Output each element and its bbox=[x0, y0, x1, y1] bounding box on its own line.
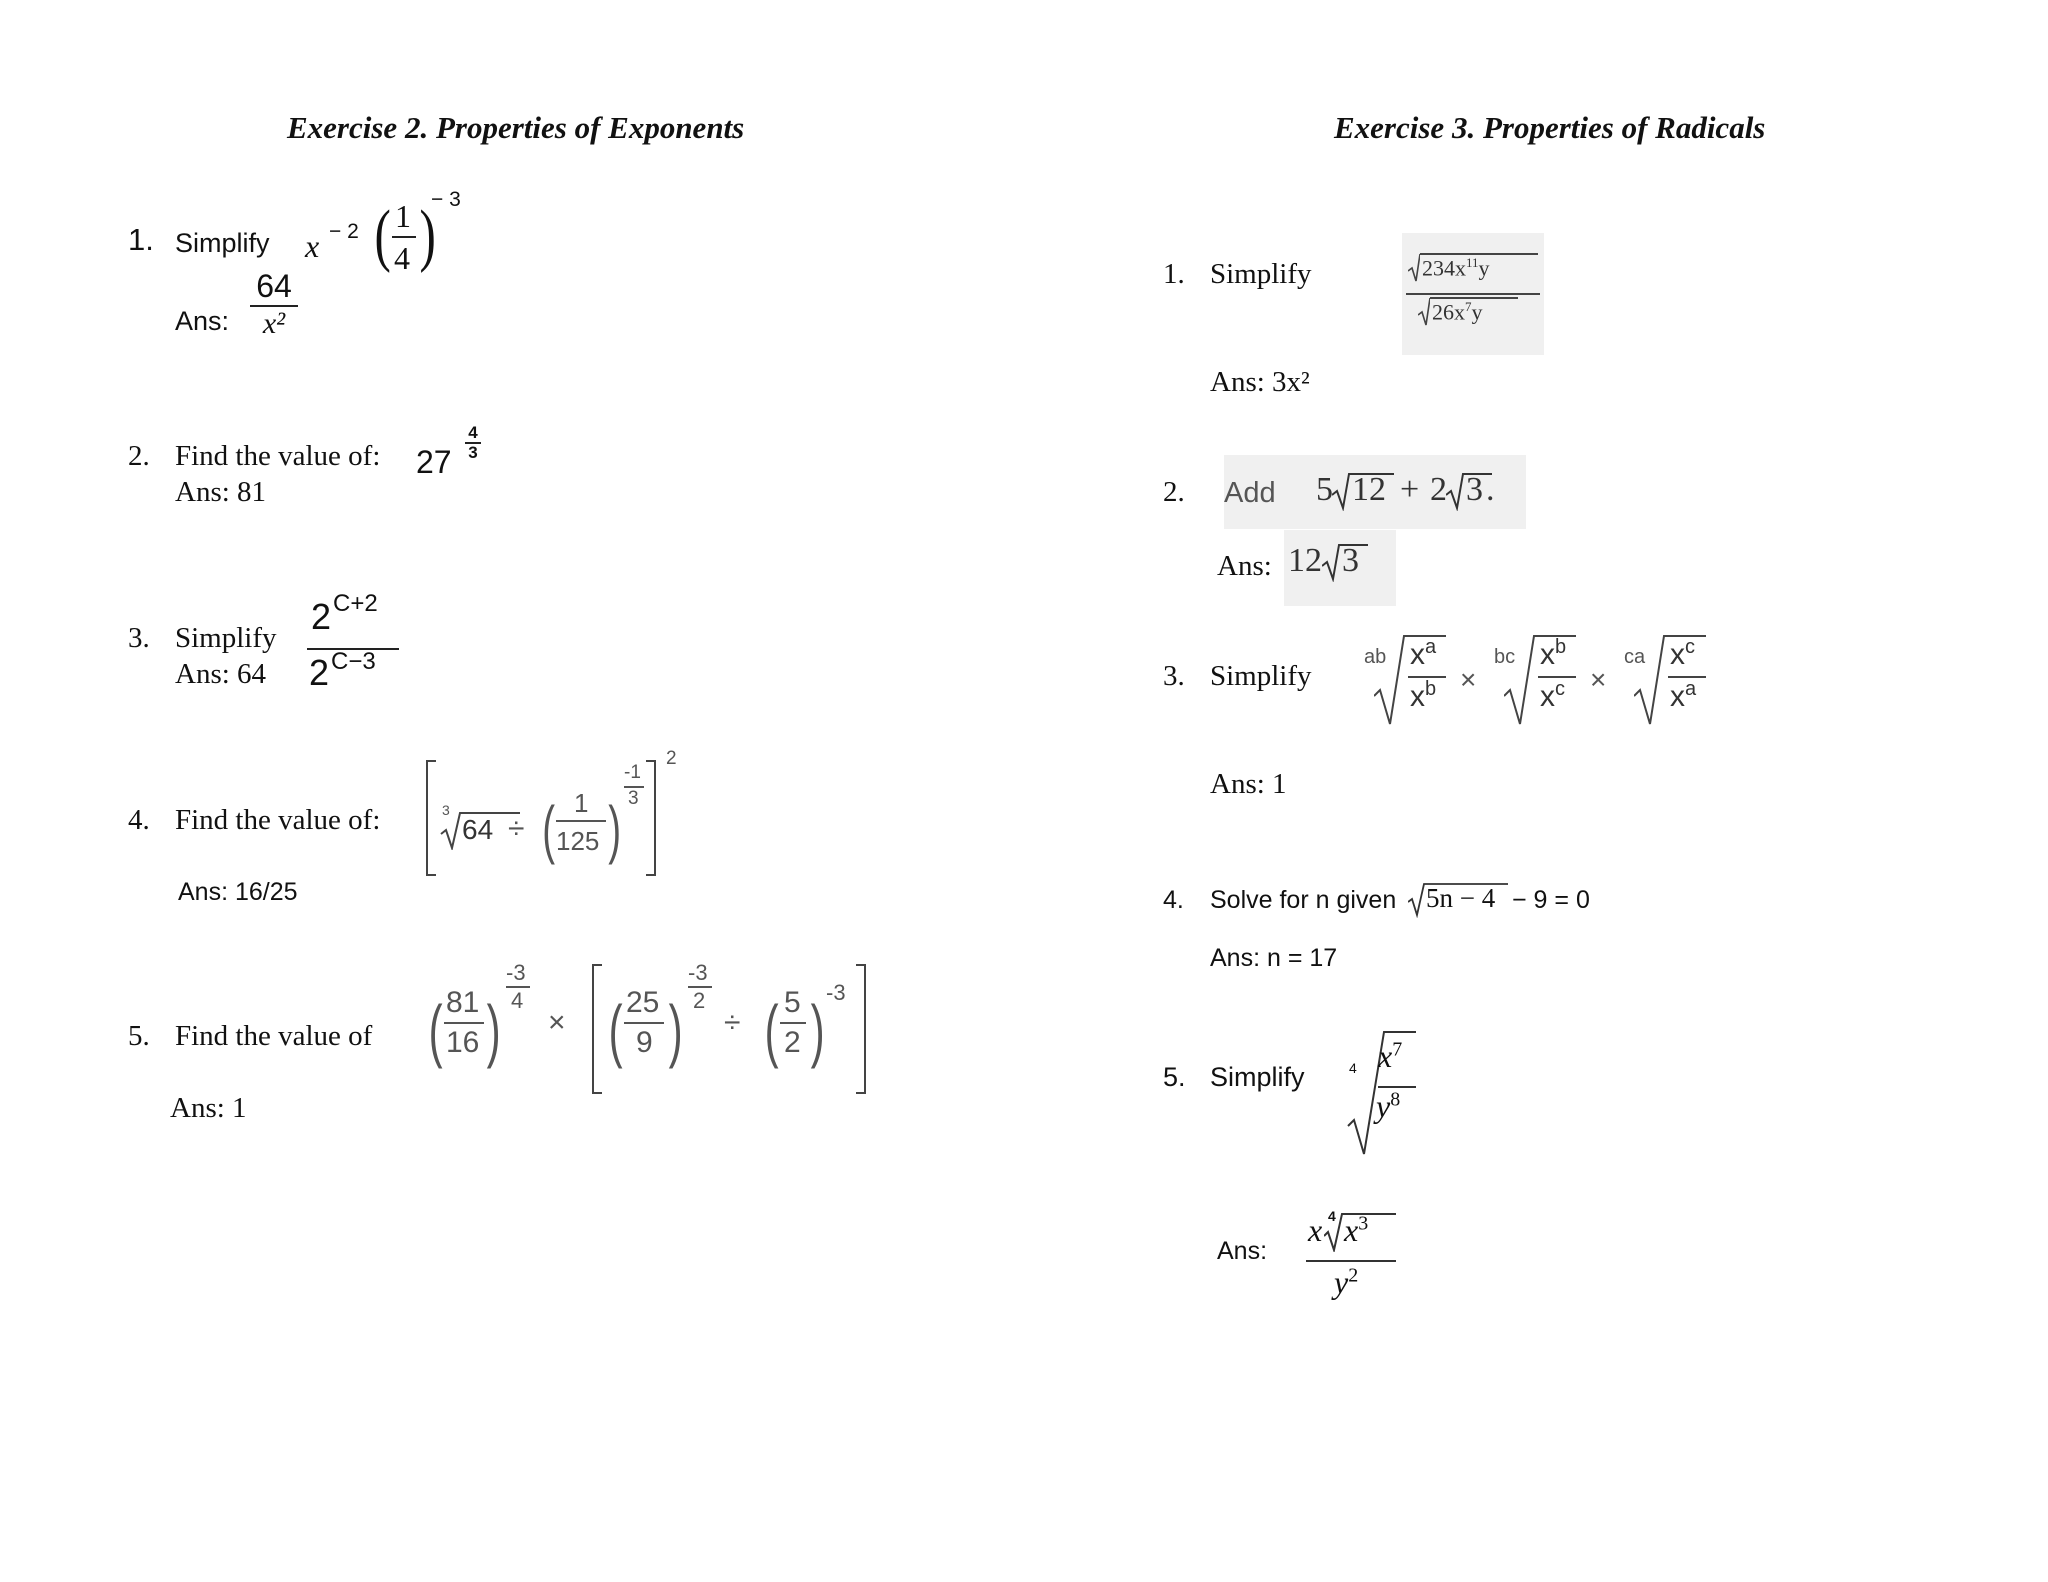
left-bracket bbox=[592, 964, 602, 1094]
answer-label: Ans: bbox=[1217, 550, 1272, 582]
radical-fraction-box bbox=[1402, 233, 1544, 355]
numerator-base: 2 bbox=[311, 596, 332, 637]
item-number: 1. bbox=[128, 222, 154, 257]
item-number: 4. bbox=[128, 804, 150, 836]
root-index: 4 bbox=[1349, 1060, 1357, 1076]
frac-den: 125 bbox=[556, 826, 600, 856]
radicand: 5n − 4 bbox=[1426, 883, 1496, 913]
answer-fraction-bar bbox=[1306, 1260, 1396, 1262]
answer: Ans: n = 17 bbox=[1210, 944, 1338, 972]
f1-bar bbox=[444, 1022, 484, 1024]
f3-left-paren: ( bbox=[764, 991, 779, 1069]
left-paren: ( bbox=[374, 197, 391, 274]
expr-base-exponent: − 2 bbox=[329, 220, 359, 243]
f3-bar bbox=[780, 1022, 806, 1024]
exp-num: 4 bbox=[465, 424, 481, 444]
answer: Ans: 1 bbox=[170, 1092, 247, 1124]
index-3: ca bbox=[1624, 646, 1646, 668]
item-1-expression bbox=[305, 190, 475, 290]
frac-den: 4 bbox=[394, 240, 410, 276]
item-prompt: Solve for n given bbox=[1210, 886, 1397, 914]
item-prompt: Add bbox=[1224, 477, 1276, 509]
e1-den: 4 bbox=[511, 988, 524, 1013]
t2-den: $x^c$ bbox=[1540, 678, 1565, 713]
fraction-bar bbox=[1406, 293, 1540, 295]
right-paren: ) bbox=[419, 197, 436, 274]
denominator-exponent: C−3 bbox=[331, 648, 376, 675]
e2-num: -3 bbox=[688, 960, 708, 985]
times-1: × bbox=[1460, 664, 1477, 695]
exp-den: 3 bbox=[628, 788, 639, 809]
f2-right-paren: ) bbox=[668, 991, 683, 1069]
f1-right-paren: ) bbox=[486, 991, 501, 1069]
t1-den: $x^b$ bbox=[1410, 678, 1437, 713]
f3-right-paren: ) bbox=[810, 991, 825, 1069]
item-number: 5. bbox=[128, 1020, 150, 1052]
item-3-expression bbox=[305, 590, 400, 693]
e2-den: 2 bbox=[693, 988, 706, 1013]
answer-radicand: 3 bbox=[1342, 542, 1359, 579]
expr-base: x bbox=[305, 228, 320, 264]
f1-den: 16 bbox=[446, 1026, 480, 1059]
item-number: 4. bbox=[1163, 886, 1184, 914]
frac-bar bbox=[392, 236, 416, 238]
item-number: 2. bbox=[1163, 476, 1185, 508]
answer-numerator: 64 bbox=[250, 268, 298, 307]
answer-fraction bbox=[250, 268, 298, 341]
item-3-expression bbox=[1360, 620, 1720, 730]
divide-op: ÷ bbox=[508, 812, 525, 845]
item-number: 1. bbox=[1163, 258, 1185, 290]
answer-label: Ans: bbox=[1217, 1237, 1268, 1265]
plus-op: + bbox=[1400, 471, 1420, 508]
item-number: 5. bbox=[1163, 1062, 1186, 1092]
f2-left-paren: ( bbox=[608, 991, 623, 1069]
times-op: × bbox=[548, 1006, 566, 1039]
item-prompt: Simplify bbox=[175, 622, 277, 654]
left-paren: ( bbox=[542, 793, 556, 865]
item-number: 3. bbox=[1163, 660, 1185, 692]
item-prompt: Find the value of: bbox=[175, 440, 381, 472]
numerator: $x^7$ bbox=[1378, 1038, 1403, 1074]
exp-den: 3 bbox=[468, 443, 478, 462]
exp-num: -1 bbox=[624, 762, 641, 783]
right-bracket bbox=[856, 964, 866, 1094]
den-radicand: $26x^7y$ bbox=[1432, 299, 1483, 325]
divide-op: ÷ bbox=[724, 1006, 741, 1039]
f2-den: 9 bbox=[636, 1026, 653, 1059]
root-index: 3 bbox=[442, 802, 450, 818]
answer-denominator: $y^2$ bbox=[1334, 1264, 1359, 1300]
answer-box bbox=[1284, 530, 1396, 606]
exercise-2-title: Exercise 2. Properties of Exponents bbox=[287, 110, 745, 145]
equation-tail: − 9 = 0 bbox=[1512, 886, 1590, 914]
frac-num: 1 bbox=[574, 788, 589, 818]
coef-2: 2 bbox=[1430, 471, 1447, 508]
f2-num: 25 bbox=[626, 986, 660, 1019]
answer: Ans: 16/25 bbox=[178, 878, 298, 906]
radicand-2: 3 bbox=[1466, 471, 1483, 508]
t1-num: $x^a$ bbox=[1410, 636, 1437, 671]
right-paren: ) bbox=[608, 793, 622, 865]
exercise-3-title: Exercise 3. Properties of Radicals bbox=[1334, 110, 1766, 145]
numerator-exponent: C+2 bbox=[333, 590, 378, 617]
left-bracket bbox=[426, 760, 436, 876]
period: . bbox=[1486, 471, 1495, 508]
frac-num: 1 bbox=[395, 198, 411, 234]
f2-bar bbox=[624, 1022, 664, 1024]
item-prompt: Find the value of: bbox=[175, 804, 381, 836]
f1-num: 81 bbox=[446, 986, 480, 1019]
item-prompt: Find the value of bbox=[175, 1020, 373, 1052]
answer-radicand: $x^3$ bbox=[1344, 1212, 1369, 1248]
e1-num: -3 bbox=[506, 960, 526, 985]
answer-coef: x bbox=[1308, 1212, 1323, 1248]
answer-coef: 12 bbox=[1288, 542, 1322, 579]
item-prompt: Simplify bbox=[1210, 1062, 1305, 1092]
denominator-radical-icon bbox=[1418, 297, 1430, 327]
right-bracket bbox=[646, 760, 656, 876]
item-number: 3. bbox=[128, 622, 150, 654]
item-5-expression bbox=[1346, 1024, 1446, 1156]
item-prompt: Simplify bbox=[1210, 258, 1312, 290]
e3: -3 bbox=[826, 980, 846, 1005]
f1-left-paren: ( bbox=[428, 991, 443, 1069]
t3-num: $x^c$ bbox=[1670, 636, 1695, 671]
answer-root-index: 4 bbox=[1328, 1208, 1336, 1224]
item-4-expression bbox=[424, 748, 684, 876]
expr-base: 27 bbox=[416, 444, 452, 480]
answer: Ans: 1 bbox=[1210, 768, 1287, 800]
t3-den: $x^a$ bbox=[1670, 678, 1697, 713]
expr-exponent bbox=[465, 424, 481, 462]
times-2: × bbox=[1590, 664, 1607, 695]
index-2: bc bbox=[1494, 646, 1516, 668]
item-prompt: Simplify bbox=[175, 228, 270, 258]
numerator-radical-icon bbox=[1408, 253, 1420, 283]
answer-expression bbox=[1304, 1208, 1404, 1312]
outer-exponent: 2 bbox=[666, 748, 677, 769]
denominator-base: 2 bbox=[309, 652, 330, 693]
answer: Ans: 64 bbox=[175, 658, 267, 690]
radicand: 64 bbox=[462, 814, 494, 845]
denominator: $y^8$ bbox=[1376, 1088, 1401, 1124]
radicand-1: 12 bbox=[1352, 471, 1386, 508]
outer-exponent: − 3 bbox=[431, 188, 461, 211]
answer-denominator: x² bbox=[262, 307, 286, 340]
index-1: ab bbox=[1364, 646, 1387, 668]
frac-bar bbox=[556, 820, 606, 822]
item-5-expression bbox=[424, 956, 874, 1096]
item-number: 2. bbox=[128, 440, 150, 472]
answer-label: Ans: bbox=[175, 306, 230, 336]
coef-1: 5 bbox=[1316, 471, 1333, 508]
f3-den: 2 bbox=[784, 1026, 801, 1059]
answer: Ans: 3x² bbox=[1210, 366, 1310, 398]
answer: Ans: 81 bbox=[175, 476, 267, 508]
f3-num: 5 bbox=[784, 986, 801, 1019]
add-expression-box bbox=[1224, 455, 1526, 529]
num-radicand: $234x^{11}y$ bbox=[1422, 255, 1490, 281]
t2-num: $x^b$ bbox=[1540, 636, 1567, 671]
item-prompt: Simplify bbox=[1210, 660, 1312, 692]
